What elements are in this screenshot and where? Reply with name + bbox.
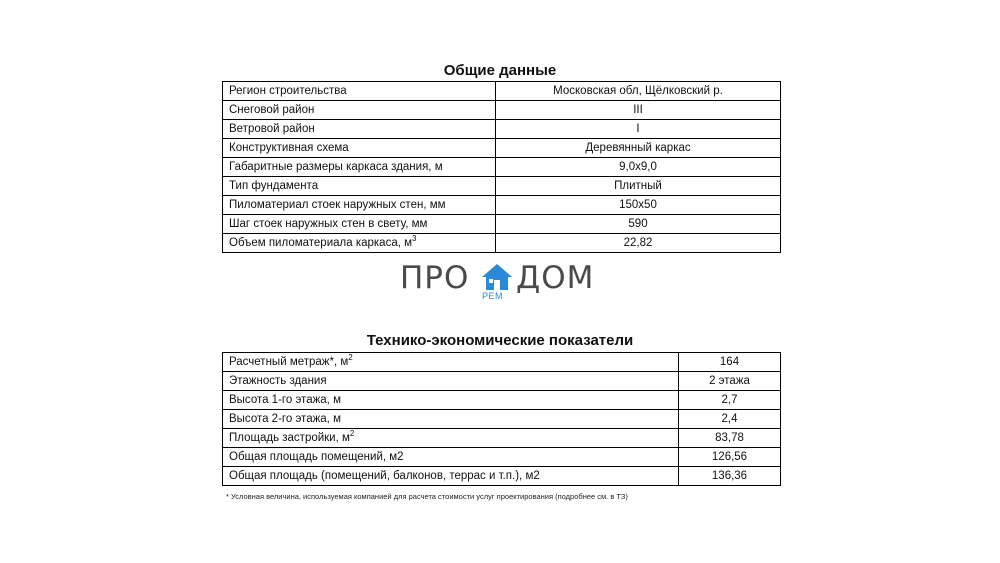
- logo-word-right: ДОМ: [516, 260, 595, 296]
- table-row: [223, 372, 781, 391]
- row-label-text: Пиломатериал стоек наружных стен, мм: [229, 199, 446, 211]
- tech-economic-table: [222, 352, 781, 486]
- row-label: [223, 467, 679, 486]
- row-label: [223, 372, 679, 391]
- row-label-text: Этажность здания: [229, 375, 327, 387]
- table-row: [223, 410, 781, 429]
- row-label: [223, 196, 496, 215]
- table-row: [223, 448, 781, 467]
- row-value: 164: [679, 353, 781, 372]
- row-value: III: [496, 101, 781, 120]
- row-label: [223, 82, 496, 101]
- table-row: [223, 101, 781, 120]
- row-value: 2 этажа: [679, 372, 781, 391]
- row-label-text: Общая площадь (помещений, балконов, террас и т.п.), м2: [229, 470, 540, 482]
- row-label-text: Площадь застройки, м: [229, 432, 350, 444]
- row-label-text: Высота 1-го этажа, м: [229, 394, 341, 406]
- row-label-text: Шаг стоек наружных стен в свету, мм: [229, 218, 428, 230]
- row-label: [223, 353, 679, 372]
- unit-superscript: 2: [349, 429, 355, 439]
- row-value: 9,0x9,0: [496, 158, 781, 177]
- row-value: 2,4: [679, 410, 781, 429]
- row-label-text: Регион строительства: [229, 85, 347, 97]
- row-label-text: Снеговой район: [229, 104, 315, 116]
- row-label: [223, 158, 496, 177]
- table-row: [223, 177, 781, 196]
- row-label-text: Конструктивная схема: [229, 142, 349, 154]
- table-row: [223, 234, 781, 253]
- row-label: [223, 448, 679, 467]
- table-row: [223, 196, 781, 215]
- row-label: [223, 391, 679, 410]
- row-value: 590: [496, 215, 781, 234]
- row-label-text: Объем пиломатериала каркаса, м: [229, 237, 413, 249]
- row-label-text: Общая площадь помещений, м2: [229, 451, 404, 463]
- row-label-text: Ветровой район: [229, 123, 315, 135]
- table-row: [223, 391, 781, 410]
- table-row: [223, 82, 781, 101]
- row-label: [223, 234, 496, 253]
- row-value: 83,78: [679, 429, 781, 448]
- row-label-text: Тип фундамента: [229, 180, 319, 192]
- general-data-table: [222, 81, 781, 253]
- row-label: [223, 101, 496, 120]
- table-row: [223, 139, 781, 158]
- table-row: [223, 467, 781, 486]
- row-label-text: Габаритные размеры каркаса здания, м: [229, 161, 443, 173]
- tech-economic-title: Технико-экономические показатели: [366, 332, 634, 349]
- row-value: 150x50: [496, 196, 781, 215]
- row-label-text: Высота 2-го этажа, м: [229, 413, 341, 425]
- house-icon: [480, 262, 514, 292]
- row-label-text: Расчетный метраж*, м: [229, 356, 349, 368]
- footnote: * Условная величина, используемая компанией для расчета стоимости услуг проектирования (подробнее см. в ТЗ): [226, 492, 628, 501]
- logo-sub-text: РЕМ: [482, 291, 504, 301]
- row-value: I: [496, 120, 781, 139]
- table-row: [223, 120, 781, 139]
- row-value: Плитный: [496, 177, 781, 196]
- row-value: 136,36: [679, 467, 781, 486]
- table-row: [223, 429, 781, 448]
- row-value: 126,56: [679, 448, 781, 467]
- unit-superscript: 2: [348, 353, 353, 363]
- row-label: [223, 410, 679, 429]
- row-label: [223, 120, 496, 139]
- row-label: [223, 177, 496, 196]
- table-row: [223, 215, 781, 234]
- logo-word-left: ПРО: [400, 260, 470, 296]
- row-value: Московская обл, Щёлковский р.: [496, 82, 781, 101]
- row-label: [223, 215, 496, 234]
- row-value: Деревянный каркас: [496, 139, 781, 158]
- general-data-title: Общие данные: [443, 62, 557, 79]
- unit-superscript: 3: [412, 234, 417, 244]
- table-row: [223, 353, 781, 372]
- row-value: 22,82: [496, 234, 781, 253]
- row-label: [223, 139, 496, 158]
- row-value: 2,7: [679, 391, 781, 410]
- row-label: [223, 429, 679, 448]
- table-row: [223, 158, 781, 177]
- prodom-logo: [400, 260, 600, 304]
